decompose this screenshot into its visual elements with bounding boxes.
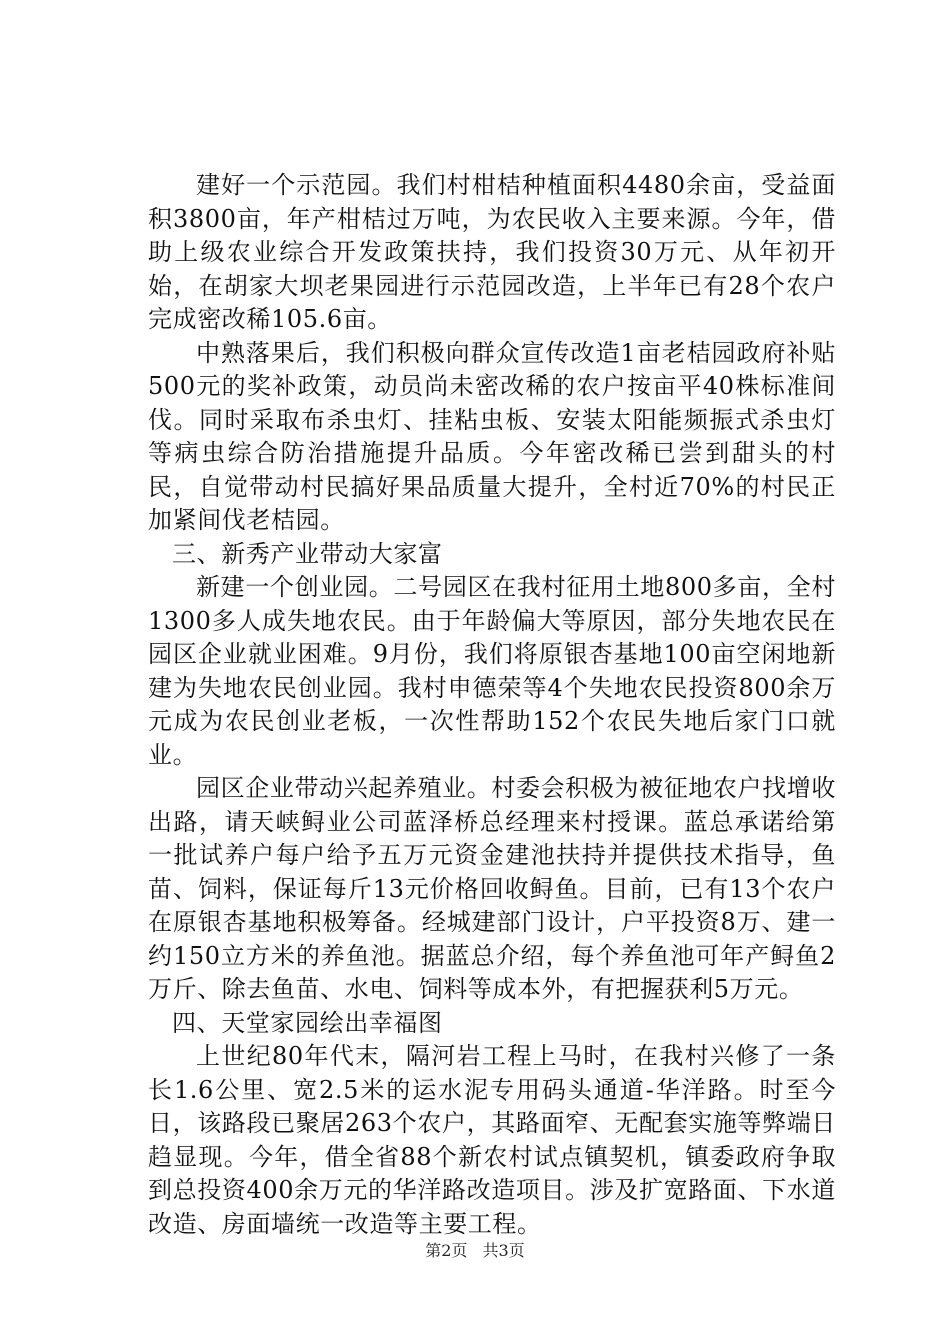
page-footer (0, 1241, 950, 1261)
section-heading-4: 四、天堂家园绘出幸福图 (172, 1008, 443, 1037)
document-body (148, 169, 836, 1241)
page-total: 共3页 (482, 1241, 525, 1260)
page-number: 第2页 (425, 1241, 468, 1260)
paragraph-startup-park: 新建一个创业园。二号园区在我村征用土地800多亩，全村1300多人成失地农民。由于年龄偏大等原因，部分失地农民在园区企业就业困难。9月份，我们将原银杏基地100亩空闲地新建为失地农民创业园。我村申德荣等4个失地农民投资800余万元成为农民创业老板，一次性帮助152个农民失地后家门口就业。 (148, 573, 836, 769)
paragraph-thinning-policy: 中熟落果后，我们积极向群众宣传改造1亩老桔园政府补贴500元的奖补政策，动员尚未密改稀的农户按亩平40株标准间伐。同时采取布杀虫灯、挂粘虫板、安装太阳能频振式杀虫灯等病虫综合防治措施提升品质。今年密改稀已尝到甜头的村民，自觉带动村民搞好果品质量大提升，全村近70%的村民正加紧间伐老桔园。 (148, 338, 836, 534)
section-heading-3: 三、新秀产业带动大家富 (172, 539, 443, 568)
paragraph-huayang-road: 上世纪80年代末，隔河岩工程上马时，在我村兴修了一条长1.6公里、宽2.5米的运水泥专用码头通道-华洋路。时至今日，该路段已聚居263个农户，其路面窄、无配套实施等弊端日趋显现。今年，借全省88个新农村试点镇契机，镇委政府争取到总投资400余万元的华洋路改造项目。涉及扩宽路面、下水道改造、房面墙统一改造等主要工程。 (148, 1042, 836, 1238)
paragraph-aquaculture: 园区企业带动兴起养殖业。村委会积极为被征地农户找增收出路，请天峡鲟业公司蓝泽桥总经理来村授课。蓝总承诺给第一批试养户每户给予五万元资金建池扶持并提供技术指导，鱼苗、饲料，保证每斤13元价格回收鲟鱼。目前，已有13个农户在原银杏基地积极筹备。经城建部门设计，户平投资8万、建一约150立方米的养鱼池。据蓝总介绍，每个养鱼池可年产鲟鱼2万斤、除去鱼苗、水电、饲料等成本外，有把握获利5万元。 (148, 774, 836, 1003)
paragraph-demo-orchard: 建好一个示范园。我们村柑桔种植面积4480余亩，受益面积3800亩，年产柑桔过万吨，为农民收入主要来源。今年，借助上级农业综合开发政策扶持，我们投资30万元、从年初开始，在胡家大坝老果园进行示范园改造，上半年已有28个农户完成密改稀105.6亩。 (148, 171, 836, 333)
